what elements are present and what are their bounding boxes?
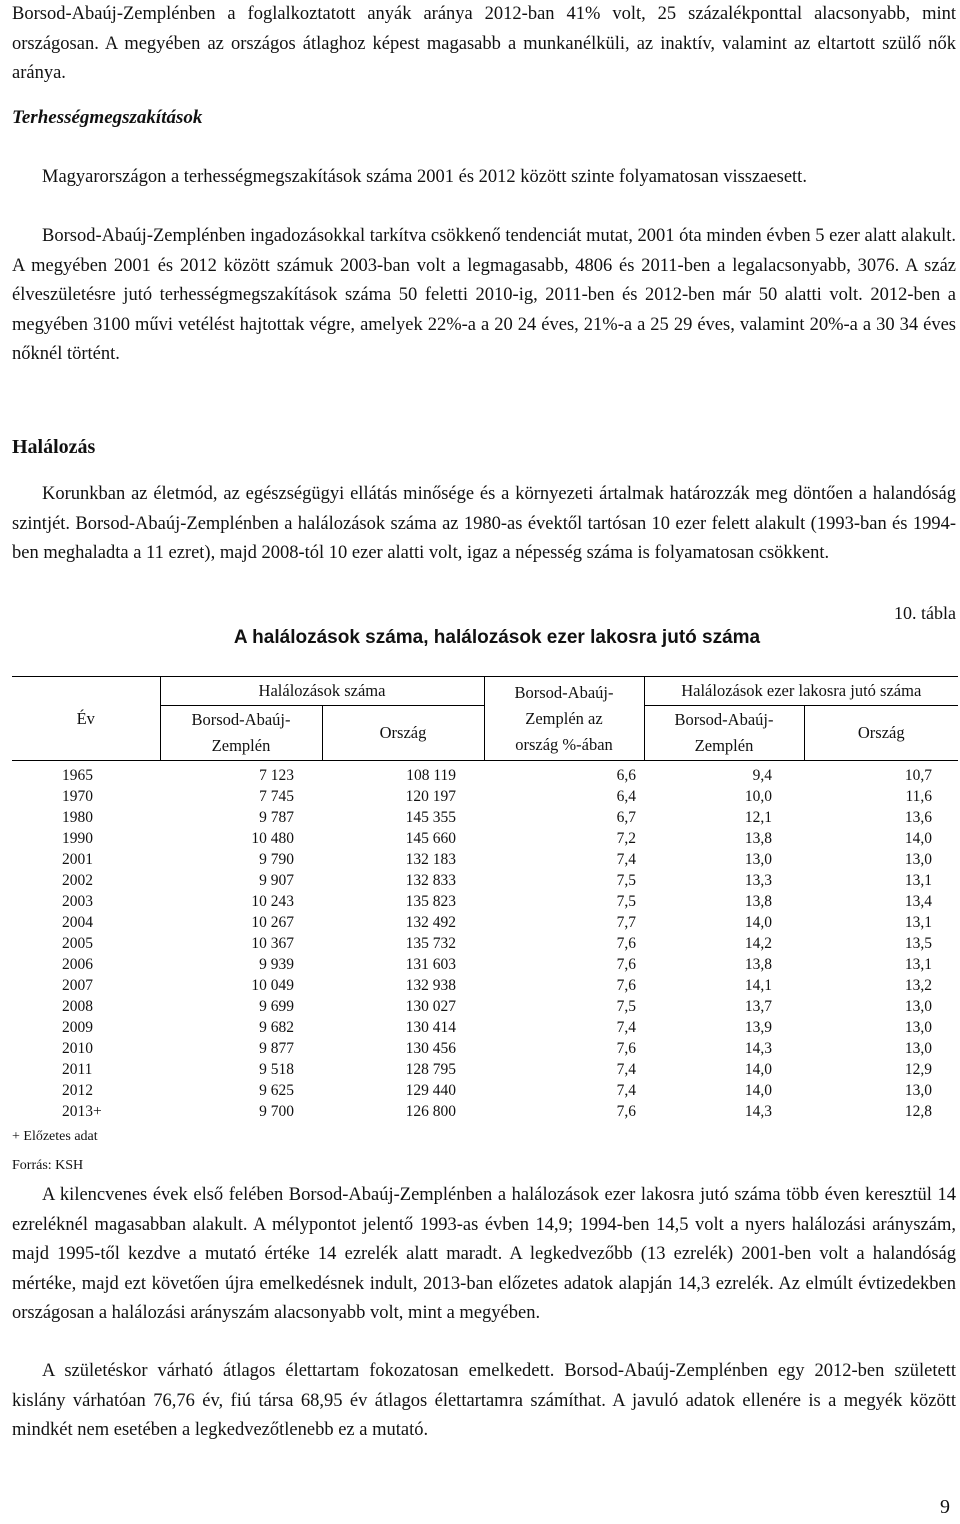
header-ratio: Borsod-Abaúj- Zemplén az ország %-ában xyxy=(484,677,644,761)
value-cell: 9 787 xyxy=(259,809,294,826)
value-cell: 9 699 xyxy=(259,998,294,1015)
value-cell: 9 682 xyxy=(259,1019,294,1036)
mortality-table xyxy=(12,676,958,1122)
value-cell: 7,4 xyxy=(616,851,636,868)
value-cell: 9 518 xyxy=(259,1061,294,1078)
value-cell: 7,7 xyxy=(616,914,636,931)
value-cell: 13,0 xyxy=(904,998,932,1015)
year-cell: 1980 xyxy=(62,809,93,826)
table-row xyxy=(12,891,958,912)
value-cell: 132 938 xyxy=(405,977,456,994)
table-row xyxy=(12,1038,958,1059)
table-number: 10. tábla xyxy=(894,603,956,623)
table-row xyxy=(12,849,958,870)
value-cell: 6,6 xyxy=(616,767,636,784)
value-cell: 7,5 xyxy=(616,872,636,889)
value-cell: 13,1 xyxy=(904,872,932,889)
value-cell: 10 049 xyxy=(251,977,294,994)
value-cell: 10 267 xyxy=(251,914,294,931)
value-cell: 13,0 xyxy=(904,1082,932,1099)
year-cell: 2012 xyxy=(62,1082,93,1099)
table-row xyxy=(12,1101,958,1122)
table-row xyxy=(12,761,958,787)
abortion-paragraph-2: Borsod-Abaúj-Zemplénben ingadozásokkal tarkítva csökkenő tendenciát mutat, 2001 óta minden évben 5 ezer alatt alakult. A megyében 2001 és 2012 között számuk 2003-ban volt a legmagasabb, 4806 és 2011-ben a legalacsonyabb, 3076. A száz élveszületésre jutó terhességmegszakítások száma 50 feletti 2010-ig, 2011-ben és 2012-ben már 50 alatti volt. 2012-ben a megyében 3100 művi vetélést hajtottak végre, amelyek 22%-a a 20 24 éves, 21%-a a 25 29 éves, valamint 20%-a a 30 34 éves nőknél történt. xyxy=(12,226,956,364)
value-cell: 9,4 xyxy=(752,767,772,784)
value-cell: 10 243 xyxy=(251,893,294,910)
value-cell: 14,0 xyxy=(744,1061,772,1078)
value-cell: 12,9 xyxy=(904,1061,932,1078)
value-cell: 132 833 xyxy=(405,872,456,889)
year-cell: 2011 xyxy=(62,1061,93,1078)
header-baz-rate: Borsod-Abaúj- Zemplén xyxy=(644,706,804,761)
header-per-thousand-group: Halálozások ezer lakosra jutó száma xyxy=(644,677,958,706)
year-cell: 2001 xyxy=(62,851,93,868)
value-cell: 14,0 xyxy=(904,830,932,847)
value-cell: 7,6 xyxy=(616,1040,636,1057)
table-row xyxy=(12,912,958,933)
table-row xyxy=(12,828,958,849)
value-cell: 13,7 xyxy=(744,998,772,1015)
value-cell: 13,5 xyxy=(904,935,932,952)
year-cell: 2008 xyxy=(62,998,93,1015)
value-cell: 13,1 xyxy=(904,956,932,973)
value-cell: 7,6 xyxy=(616,935,636,952)
value-cell: 13,9 xyxy=(744,1019,772,1036)
value-cell: 132 183 xyxy=(405,851,456,868)
value-cell: 10 367 xyxy=(251,935,294,952)
value-cell: 135 732 xyxy=(405,935,456,952)
abortion-paragraph-1: Magyarországon a terhességmegszakítások száma 2001 és 2012 között szinte folyamatosan visszaesett. xyxy=(42,167,807,187)
value-cell: 13,0 xyxy=(904,1019,932,1036)
value-cell: 128 795 xyxy=(405,1061,456,1078)
value-cell: 9 790 xyxy=(259,851,294,868)
value-cell: 135 823 xyxy=(405,893,456,910)
table-row xyxy=(12,954,958,975)
value-cell: 14,1 xyxy=(744,977,772,994)
table-title: A halálozások száma, halálozások ezer lakosra jutó száma xyxy=(233,627,761,648)
value-cell: 12,1 xyxy=(744,809,772,826)
value-cell: 126 800 xyxy=(405,1103,456,1120)
value-cell: 7 745 xyxy=(259,788,294,805)
value-cell: 14,3 xyxy=(744,1103,772,1120)
value-cell: 6,7 xyxy=(616,809,636,826)
value-cell: 145 660 xyxy=(405,830,456,847)
value-cell: 120 197 xyxy=(405,788,456,805)
value-cell: 132 492 xyxy=(405,914,456,931)
value-cell: 14,2 xyxy=(744,935,772,952)
value-cell: 13,0 xyxy=(904,851,932,868)
table-source: Forrás: KSH xyxy=(12,1158,84,1173)
value-cell: 9 700 xyxy=(259,1103,294,1120)
year-cell: 2005 xyxy=(62,935,93,952)
closing-paragraph-1: A kilencvenes évek első felében Borsod-Abaúj-Zemplénben a halálozások ezer lakosra jutó száma több éven keresztül 14 ezreléknél magasabban alakult. A mélypontot jelentő 1993-as évben 14,9; 1994-ben 14,5 volt a nyers halálozási arányszám, majd 1995-től kezdve a mutató értéke 14 ezrelék alatt maradt. A legkedvezőbb (13 ezrelék) 2001-ben volt a halandóság mértéke, majd ezt követően újra emelkedésnek indult, 2013-ban előzetes adatok alapján 14,3 ezrelék. Az elmúlt évtizedekben országosan a halálozási arányszám alacsonyabb volt, mint a megyében. xyxy=(12,1185,956,1323)
year-cell: 2009 xyxy=(62,1019,93,1036)
table-row xyxy=(12,786,958,807)
value-cell: 130 456 xyxy=(405,1040,456,1057)
header-baz-deaths: Borsod-Abaúj- Zemplén xyxy=(160,706,322,761)
year-cell: 2002 xyxy=(62,872,93,889)
table-row xyxy=(12,1080,958,1101)
table-row xyxy=(12,807,958,828)
table-row xyxy=(12,1059,958,1080)
value-cell: 13,1 xyxy=(904,914,932,931)
value-cell: 14,0 xyxy=(744,914,772,931)
year-cell: 2004 xyxy=(62,914,93,931)
value-cell: 13,3 xyxy=(744,872,772,889)
value-cell: 6,4 xyxy=(616,788,636,805)
value-cell: 12,8 xyxy=(904,1103,932,1120)
page-number: 9 xyxy=(940,1496,950,1518)
value-cell: 13,0 xyxy=(904,1040,932,1057)
value-cell: 7 123 xyxy=(259,767,294,784)
value-cell: 14,0 xyxy=(744,1082,772,1099)
value-cell: 7,6 xyxy=(616,977,636,994)
value-cell: 13,2 xyxy=(904,977,932,994)
mortality-paragraph-1: Korunkban az életmód, az egészségügyi ellátás minősége és a környezeti ártalmak határozzák meg döntően a halandóság szintjét. Borsod-Abaúj-Zemplénben a halálozások száma az 1980-as évektől tartósan 10 ezer felett alakult (1993-ban és 1994-ben meghaladta a 11 ezret), majd 2008-tól 10 ezer alatti volt, igaz a népesség száma is folyamatosan csökkent. xyxy=(12,484,956,563)
value-cell: 9 907 xyxy=(259,872,294,889)
closing-paragraph-2: A születéskor várható átlagos élettartam fokozatosan emelkedett. Borsod-Abaúj-Zemplénben egy 2012-ben született kislány várhatóan 76,76 év, fiú társa 68,95 év átlagos élettartamra számíthat. A javuló adatok ellenére is a megyék között mindkét nem esetében a legkedvezőtlenebb ez a mutató. xyxy=(12,1361,956,1440)
header-year: Év xyxy=(12,677,160,761)
header-country-deaths: Ország xyxy=(322,706,484,761)
section-heading-mortality: Halálozás xyxy=(12,436,96,458)
value-cell: 14,3 xyxy=(744,1040,772,1057)
table-row xyxy=(12,933,958,954)
table-row xyxy=(12,996,958,1017)
value-cell: 10,0 xyxy=(744,788,772,805)
value-cell: 7,5 xyxy=(616,998,636,1015)
value-cell: 9 939 xyxy=(259,956,294,973)
value-cell: 10 480 xyxy=(251,830,294,847)
value-cell: 9 625 xyxy=(259,1082,294,1099)
header-deaths-group: Halálozások száma xyxy=(160,677,484,706)
value-cell: 13,6 xyxy=(904,809,932,826)
value-cell: 108 119 xyxy=(406,767,456,784)
year-cell: 2003 xyxy=(62,893,93,910)
header-country-rate: Ország xyxy=(804,706,958,761)
table-row xyxy=(12,975,958,996)
year-cell: 2013+ xyxy=(62,1103,102,1120)
value-cell: 13,8 xyxy=(744,830,772,847)
value-cell: 7,4 xyxy=(616,1061,636,1078)
value-cell: 145 355 xyxy=(405,809,456,826)
table-row xyxy=(12,1017,958,1038)
year-cell: 2006 xyxy=(62,956,93,973)
value-cell: 130 027 xyxy=(405,998,456,1015)
value-cell: 11,6 xyxy=(905,788,932,805)
value-cell: 7,4 xyxy=(616,1019,636,1036)
year-cell: 2010 xyxy=(62,1040,93,1057)
year-cell: 1990 xyxy=(62,830,93,847)
value-cell: 13,0 xyxy=(744,851,772,868)
value-cell: 13,8 xyxy=(744,893,772,910)
value-cell: 129 440 xyxy=(405,1082,456,1099)
value-cell: 7,2 xyxy=(616,830,636,847)
table-row xyxy=(12,870,958,891)
value-cell: 131 603 xyxy=(405,956,456,973)
value-cell: 13,4 xyxy=(904,893,932,910)
table-footnote: + Előzetes adat xyxy=(12,1129,98,1144)
year-cell: 1970 xyxy=(62,788,93,805)
value-cell: 13,8 xyxy=(744,956,772,973)
section-heading-abortion: Terhességmegszakítások xyxy=(12,107,203,128)
intro-paragraph: Borsod-Abaúj-Zemplénben a foglalkoztatott anyák aránya 2012-ban 41% volt, 25 százalékponttal alacsonyabb, mint országosan. A megyében az országos átlaghoz képest magasabb a munkanélküli, az inaktív, valamint az eltartott szülő nők aránya. xyxy=(12,4,956,83)
year-cell: 2007 xyxy=(62,977,93,994)
value-cell: 7,4 xyxy=(616,1082,636,1099)
value-cell: 7,6 xyxy=(616,1103,636,1120)
value-cell: 7,5 xyxy=(616,893,636,910)
value-cell: 130 414 xyxy=(405,1019,456,1036)
value-cell: 10,7 xyxy=(904,767,932,784)
value-cell: 7,6 xyxy=(616,956,636,973)
year-cell: 1965 xyxy=(62,767,93,784)
value-cell: 9 877 xyxy=(259,1040,294,1057)
